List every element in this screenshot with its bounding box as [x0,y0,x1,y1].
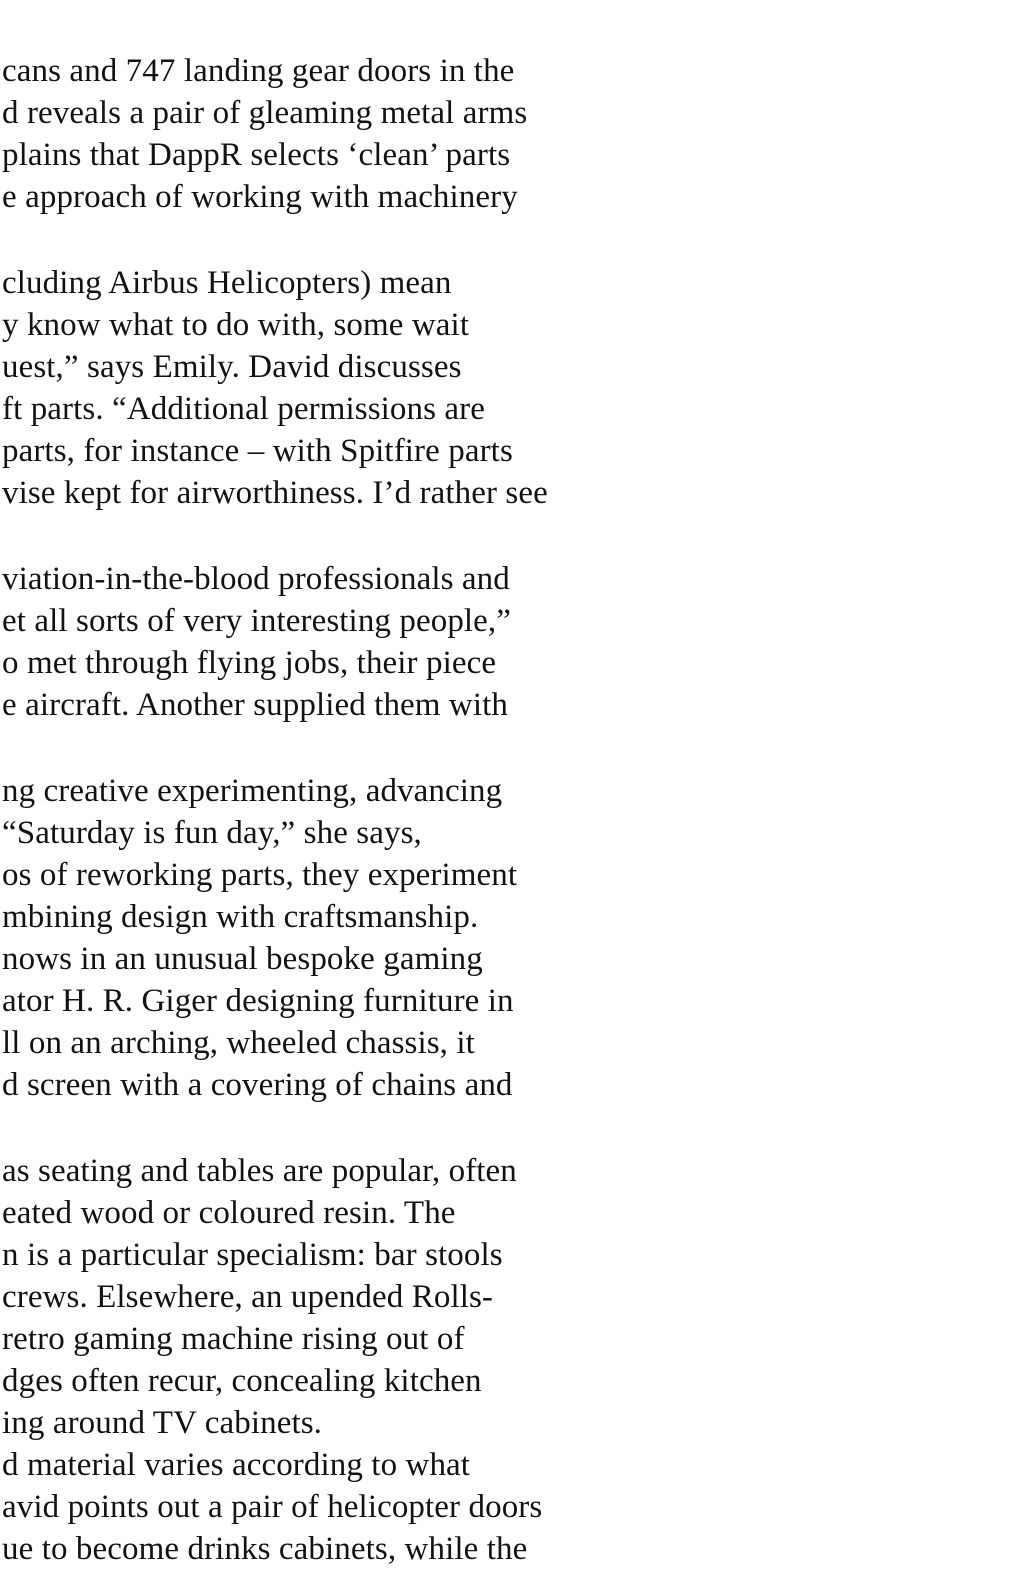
paragraph [2,1150,1024,1570]
paragraph [2,558,1024,726]
text-line: nows in an unusual bespoke gaming [2,941,483,977]
text-line: ft parts. “Additional permissions are [2,391,486,427]
paragraph [2,770,1024,1106]
text-line: dges often recur, concealing kitchen [2,1363,482,1399]
text-line: eated wood or coloured resin. The [2,1195,456,1231]
text-line: y know what to do with, some wait [2,307,470,343]
paragraph [2,262,1024,514]
text-line: os of reworking parts, they experiment [2,857,518,893]
text-line: ator H. R. Giger designing furniture in [2,983,514,1019]
text-line: vise kept for airworthiness. I’d rather see [2,475,548,511]
text-line: parts, for instance – with Spitfire parts [2,433,513,469]
text-line: plains that DappR selects ‘clean’ parts [2,137,511,173]
text-line: retro gaming machine rising out of [2,1321,465,1357]
text-line: d material varies according to what [2,1447,471,1483]
text-line-clipped: ue to become drinks cabinets, while the [2,1531,528,1567]
text-line: avid points out a pair of helicopter doors [2,1489,543,1525]
text-line: crews. Elsewhere, an upended Rolls- [2,1279,494,1315]
text-line: cluding Airbus Helicopters) mean [2,265,452,301]
text-line: o met through flying jobs, their piece [2,645,497,681]
text-line: uest,” says Emily. David discusses [2,349,462,385]
text-line: d screen with a covering of chains and [2,1067,513,1103]
text-line: et all sorts of very interesting people,” [2,603,512,639]
text-line: mbining design with craftsmanship. [2,899,479,935]
text-line: ing around TV cabinets. [2,1405,323,1441]
text-line: e approach of working with machinery [2,179,518,215]
text-line: n is a particular specialism: bar stools [2,1237,503,1273]
text-line: e aircraft. Another supplied them with [2,687,508,723]
text-line: cans and 747 landing gear doors in the [2,53,515,89]
text-line: viation-in-the-blood professionals and [2,561,510,597]
paragraph [2,50,1024,218]
text-line: ll on an arching, wheeled chassis, it [2,1025,475,1061]
text-line: ng creative experimenting, advancing [2,773,503,809]
text-line: “Saturday is fun day,” she says, [2,815,422,851]
text-line: d reveals a pair of gleaming metal arms [2,95,528,131]
text-line: as seating and tables are popular, often [2,1153,517,1189]
